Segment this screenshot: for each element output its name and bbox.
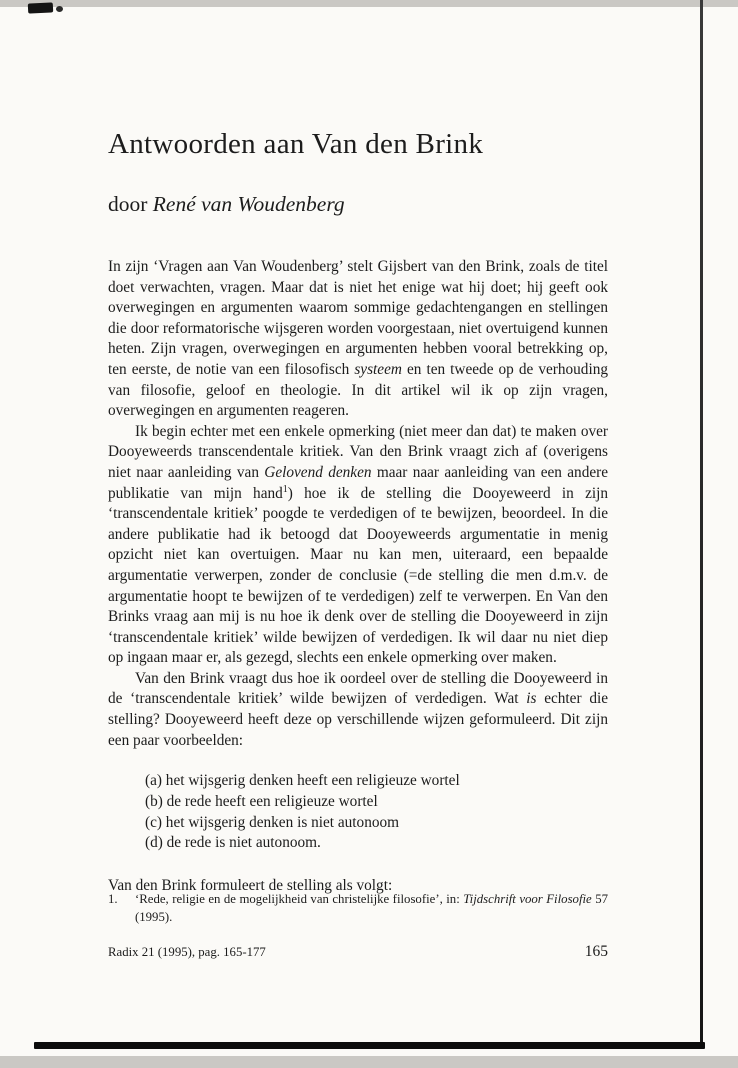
list-item: (a) het wijsgerig denken heeft een religieuze wortel bbox=[145, 772, 460, 790]
text-run: echter die stelling? Dooyeweerd heeft deze op verschillende wijzen geformuleerd. Dit zijn een paar voorbeelden: bbox=[108, 690, 609, 749]
text-run-italic: Gelovend denken bbox=[264, 463, 372, 481]
text-run-italic: systeem bbox=[354, 360, 402, 378]
byline-prefix: door bbox=[108, 192, 148, 216]
footnote bbox=[108, 891, 608, 926]
footnote-reference-marker: 1 bbox=[282, 483, 288, 495]
article-body bbox=[108, 257, 608, 897]
paragraph-2 bbox=[108, 422, 608, 669]
scan-artifact-right-edge-line bbox=[700, 0, 703, 1044]
list-item: (d) de rede is niet autonoom. bbox=[145, 834, 321, 852]
byline bbox=[108, 192, 628, 217]
example-list bbox=[145, 771, 608, 854]
scan-artifact-bottom-band bbox=[0, 1056, 738, 1068]
text-run: ‘Rede, religie en de mogelijkheid van christelijke filosofie’, in: bbox=[135, 892, 464, 906]
page-number: 165 bbox=[584, 943, 608, 960]
closing-paragraph: Van den Brink formuleert de stelling als volgt: bbox=[108, 877, 393, 895]
paragraph-3 bbox=[108, 669, 608, 751]
text-run: en ten tweede op de verhouding van filosofie, geloof en theologie. In dit artikel wil ik op zijn vragen, overwegingen en argumenten reageren. bbox=[108, 360, 608, 420]
text-run: ) hoe ik de stelling die Dooyeweerd in zijn ‘transcendentale kritiek’ poogde te verdedigen of te bewijzen, beoordeel. In die andere publikatie had ik betoogd dat Dooyeweerds argumentatie in menig opzicht niet kan overtuigen. Maar nu kan men, uiteraard, een bepaalde argumentatie verwerpen, zonder de conclusie (=de stelling die men d.m.v. de argumentatie hoopt te bewijzen of te verdedigen) zelf te verwerpen. En Van den Brinks vraag aan mij is nu hoe ik denk over de stelling die Dooyeweerd in zijn ‘transcendentale kritiek’ wilde bewijzen of verdedigen. Ik wil daar nu niet diep op ingaan maar er, als gezegd, slechts een enkele opmerking over maken. bbox=[108, 484, 609, 667]
byline-author-name: René van Woudenberg bbox=[152, 192, 345, 216]
text-run: maar naar aanleiding van een andere publikatie van mijn hand bbox=[108, 463, 609, 502]
list-item: (b) de rede heeft een religieuze wortel bbox=[145, 792, 378, 810]
paragraph-1 bbox=[108, 257, 608, 422]
article-title: Antwoorden aan Van den Brink bbox=[108, 128, 484, 160]
text-run: 57 (1995). bbox=[135, 892, 608, 924]
scan-artifact-top-left-dot bbox=[56, 6, 63, 12]
text-run-italic: Tijdschrift voor Filosofie bbox=[463, 892, 592, 906]
footnote-text bbox=[135, 891, 608, 926]
footnote-number: 1. bbox=[108, 892, 118, 906]
scan-artifact-top-band bbox=[0, 0, 738, 7]
text-run: In zijn ‘Vragen aan Van Woudenberg’ stelt Gijsbert van den Brink, zoals de titel doet verwachten, vragen. Maar dat is niet het enige wat hij doet; hij geeft ook overwegingen en argumenten waarom sommige gedachtengangen en stellingen die door reformatorische wijsgeren worden voorgestaan, niet overtuigend kunnen heten. Zijn vragen, overwegingen en argumenten hebben vooral betrekking op, ten eerste, de notie van een filosofisch bbox=[108, 258, 608, 378]
text-run: Ik begin echter met een enkele opmerking (niet meer dan dat) te maken over Dooyeweerds transcendentale kritiek. Van den Brink vraagt zich af (overigens niet naar aanleiding van bbox=[108, 422, 608, 481]
text-run: Van den Brink vraagt dus hoe ik oordeel over de stelling die Dooyeweerd in de ‘transcendentale kritiek’ wilde bewijzen of verdedigen. Wat bbox=[108, 669, 608, 708]
text-run-italic: is bbox=[526, 690, 537, 708]
scan-artifact-top-left-blob bbox=[28, 2, 53, 13]
page-footer bbox=[108, 943, 608, 961]
list-item: (c) het wijsgerig denken is niet autonoom bbox=[145, 813, 400, 831]
scan-artifact-bottom-bar bbox=[34, 1042, 705, 1049]
journal-reference: Radix 21 (1995), pag. 165-177 bbox=[108, 945, 266, 959]
